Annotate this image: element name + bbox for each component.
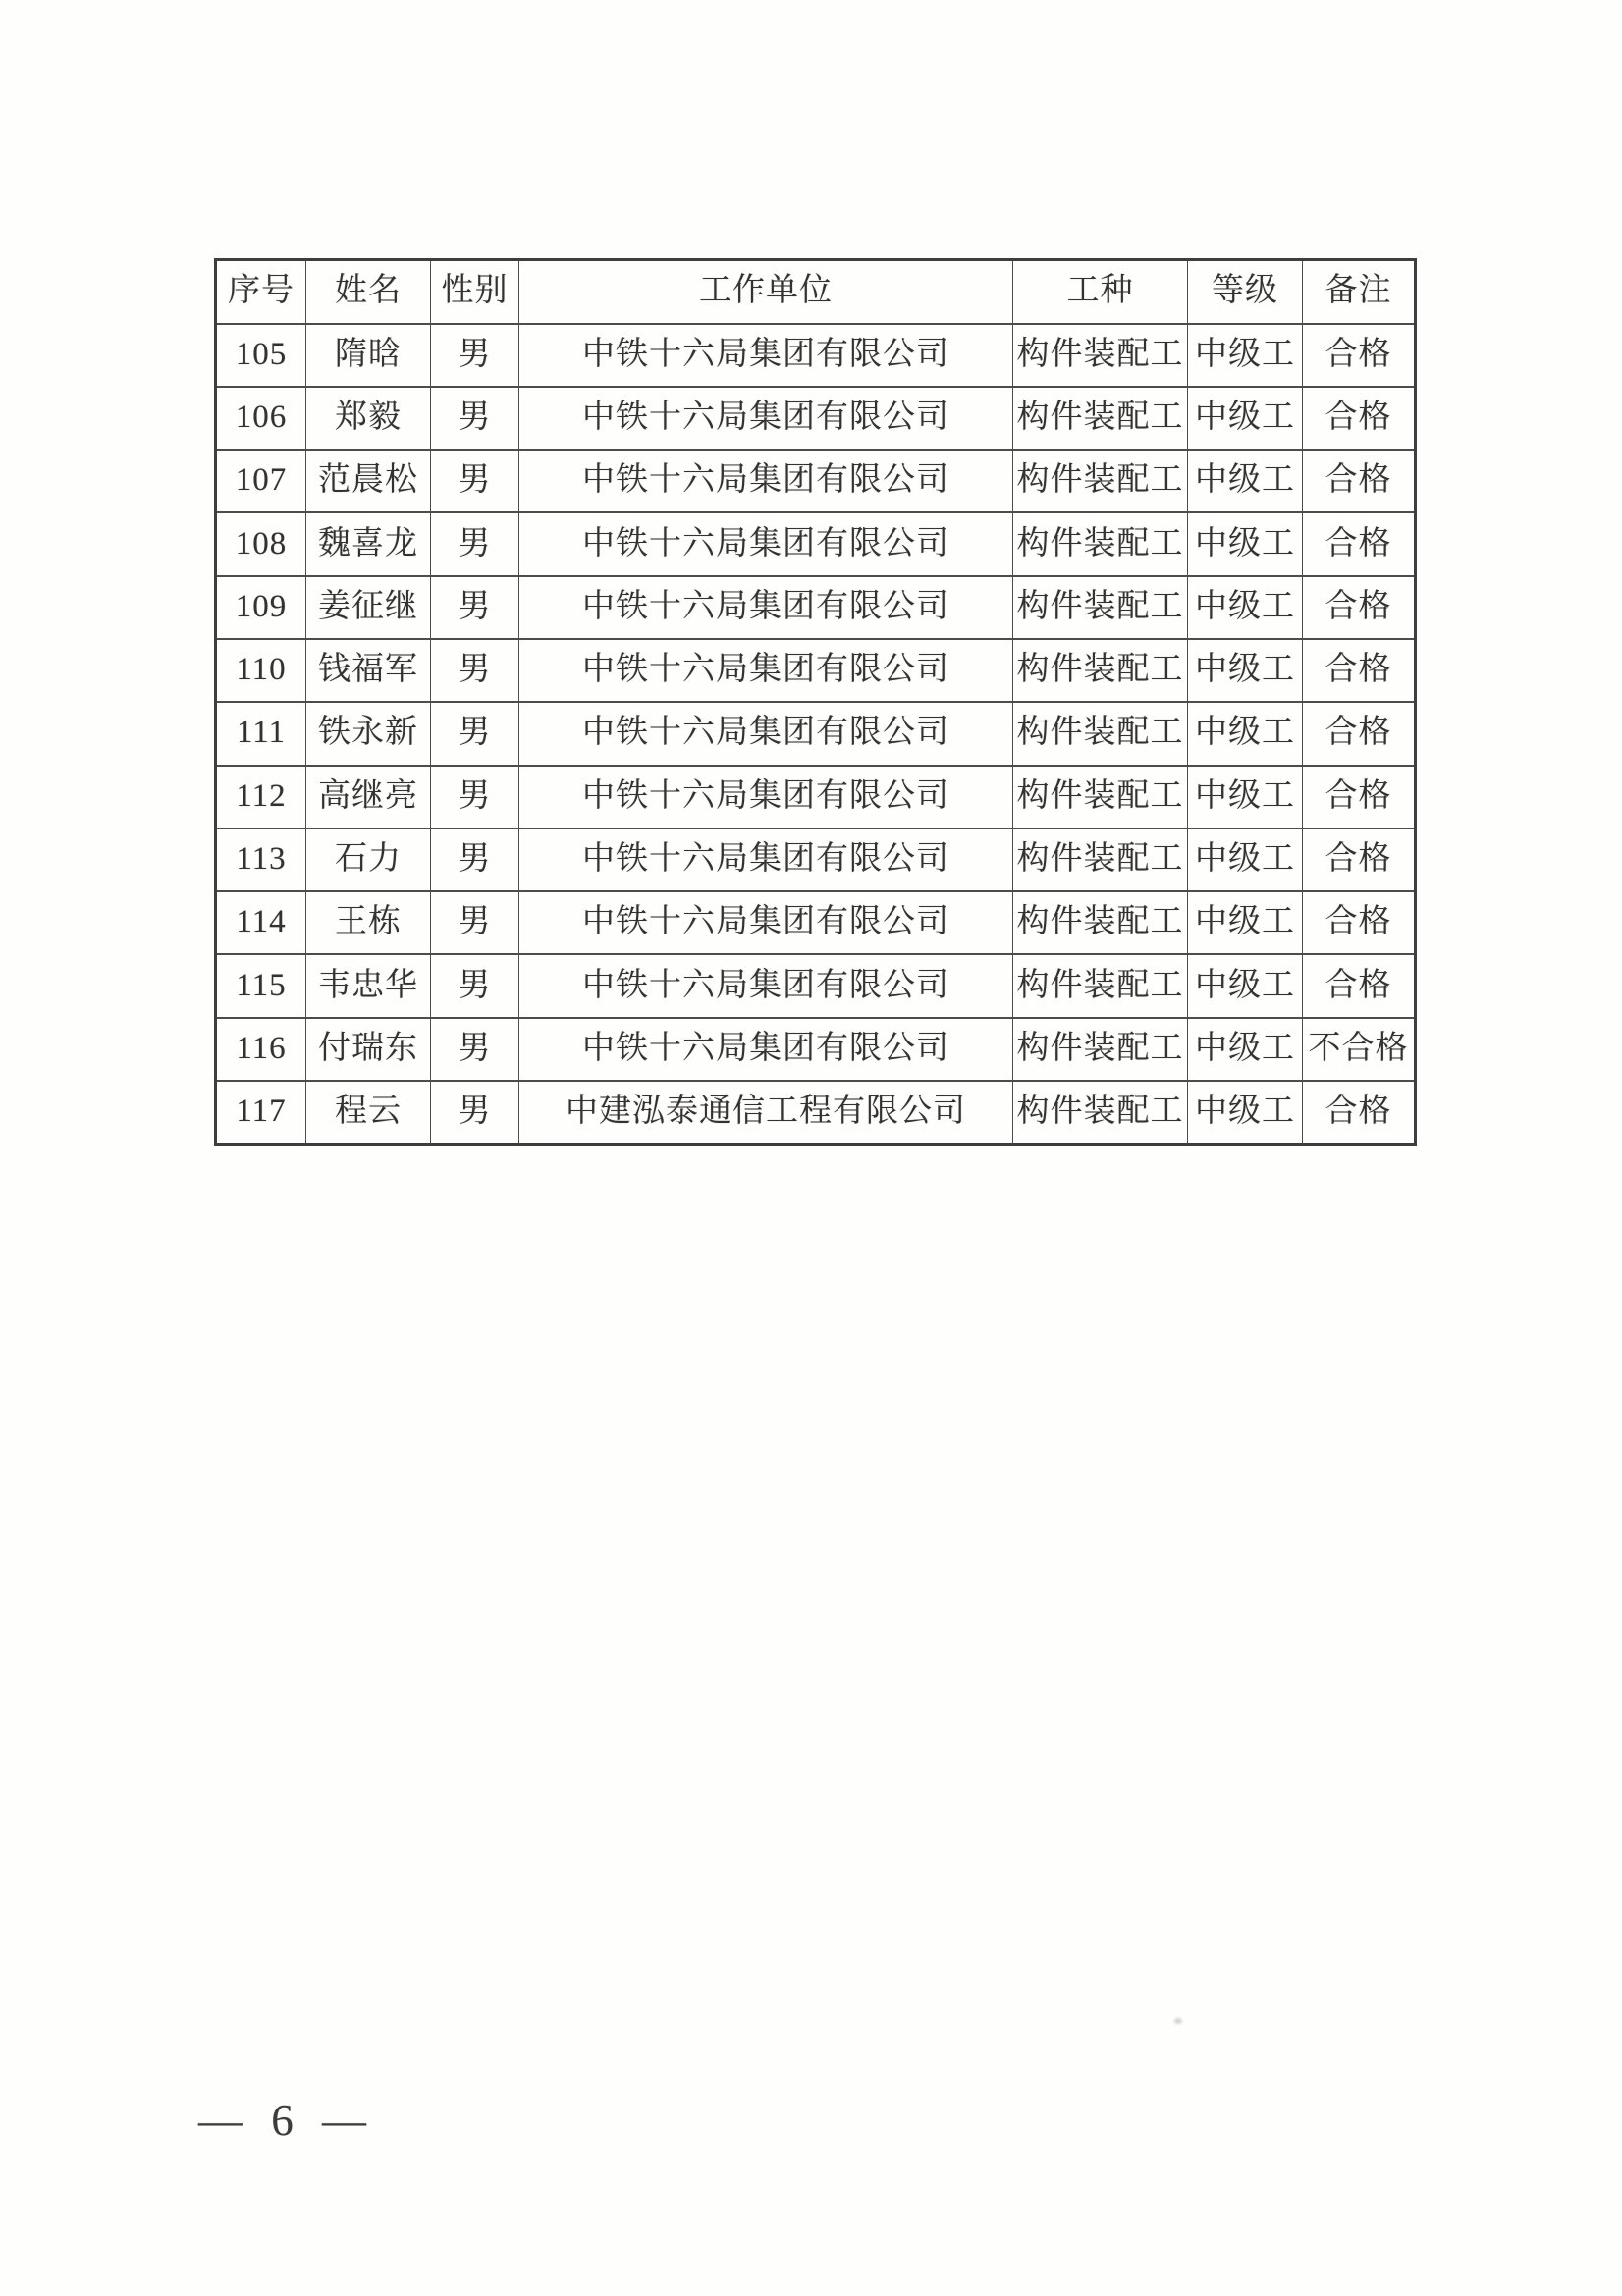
- page-number: — 6 —: [198, 2096, 369, 2145]
- cell-work-unit: 中铁十六局集团有限公司: [519, 387, 1013, 450]
- cell-work-unit: 中铁十六局集团有限公司: [519, 639, 1013, 702]
- cell-job-type: 构件装配工: [1013, 450, 1188, 512]
- cell-remark: 合格: [1303, 387, 1416, 450]
- table-row: [216, 702, 1416, 765]
- column-header-serial: 序号: [216, 260, 306, 324]
- cell-serial: 115: [216, 954, 306, 1017]
- cell-remark: 合格: [1303, 512, 1416, 575]
- table-row: [216, 1081, 1416, 1144]
- cell-remark: 合格: [1303, 576, 1416, 639]
- cell-name: 高继亮: [306, 766, 431, 828]
- table-row: [216, 576, 1416, 639]
- table-row: [216, 954, 1416, 1017]
- table-row: [216, 1018, 1416, 1081]
- cell-grade: 中级工: [1188, 1018, 1303, 1081]
- cell-grade: 中级工: [1188, 450, 1303, 512]
- cell-name: 隋晗: [306, 324, 431, 387]
- column-header-job-type: 工种: [1013, 260, 1188, 324]
- table-row: [216, 450, 1416, 512]
- cell-serial: 114: [216, 891, 306, 954]
- cell-remark: 合格: [1303, 828, 1416, 891]
- column-header-remark: 备注: [1303, 260, 1416, 324]
- cell-serial: 108: [216, 512, 306, 575]
- cell-work-unit: 中铁十六局集团有限公司: [519, 828, 1013, 891]
- cell-gender: 男: [431, 1081, 519, 1144]
- cell-gender: 男: [431, 828, 519, 891]
- table-row: [216, 387, 1416, 450]
- cell-job-type: 构件装配工: [1013, 387, 1188, 450]
- cell-name: 铁永新: [306, 702, 431, 765]
- cell-work-unit: 中铁十六局集团有限公司: [519, 1018, 1013, 1081]
- column-header-grade: 等级: [1188, 260, 1303, 324]
- cell-name: 王栋: [306, 891, 431, 954]
- table-row: [216, 639, 1416, 702]
- cell-serial: 109: [216, 576, 306, 639]
- roster-table: [214, 258, 1417, 1146]
- cell-grade: 中级工: [1188, 766, 1303, 828]
- cell-gender: 男: [431, 576, 519, 639]
- cell-grade: 中级工: [1188, 891, 1303, 954]
- cell-gender: 男: [431, 512, 519, 575]
- cell-job-type: 构件装配工: [1013, 702, 1188, 765]
- cell-remark: 不合格: [1303, 1018, 1416, 1081]
- cell-job-type: 构件装配工: [1013, 891, 1188, 954]
- cell-serial: 105: [216, 324, 306, 387]
- cell-serial: 107: [216, 450, 306, 512]
- cell-work-unit: 中铁十六局集团有限公司: [519, 954, 1013, 1017]
- cell-remark: 合格: [1303, 450, 1416, 512]
- cell-job-type: 构件装配工: [1013, 512, 1188, 575]
- cell-name: 钱福军: [306, 639, 431, 702]
- cell-gender: 男: [431, 324, 519, 387]
- cell-grade: 中级工: [1188, 512, 1303, 575]
- cell-serial: 116: [216, 1018, 306, 1081]
- table-row: [216, 512, 1416, 575]
- cell-job-type: 构件装配工: [1013, 324, 1188, 387]
- cell-work-unit: 中铁十六局集团有限公司: [519, 891, 1013, 954]
- cell-work-unit: 中铁十六局集团有限公司: [519, 576, 1013, 639]
- cell-job-type: 构件装配工: [1013, 639, 1188, 702]
- cell-serial: 106: [216, 387, 306, 450]
- cell-work-unit: 中铁十六局集团有限公司: [519, 450, 1013, 512]
- cell-name: 程云: [306, 1081, 431, 1144]
- table-row: [216, 828, 1416, 891]
- cell-job-type: 构件装配工: [1013, 828, 1188, 891]
- cell-grade: 中级工: [1188, 639, 1303, 702]
- column-header-gender: 性别: [431, 260, 519, 324]
- cell-gender: 男: [431, 639, 519, 702]
- cell-serial: 111: [216, 702, 306, 765]
- table-header-row: [216, 260, 1416, 324]
- cell-remark: 合格: [1303, 1081, 1416, 1144]
- column-header-work-unit: 工作单位: [519, 260, 1013, 324]
- table-row: [216, 891, 1416, 954]
- cell-job-type: 构件装配工: [1013, 1018, 1188, 1081]
- table-row: [216, 324, 1416, 387]
- cell-job-type: 构件装配工: [1013, 1081, 1188, 1144]
- cell-grade: 中级工: [1188, 576, 1303, 639]
- cell-gender: 男: [431, 387, 519, 450]
- cell-work-unit: 中铁十六局集团有限公司: [519, 324, 1013, 387]
- cell-gender: 男: [431, 702, 519, 765]
- cell-job-type: 构件装配工: [1013, 766, 1188, 828]
- column-header-name: 姓名: [306, 260, 431, 324]
- cell-gender: 男: [431, 891, 519, 954]
- cell-work-unit: 中建泓泰通信工程有限公司: [519, 1081, 1013, 1144]
- cell-remark: 合格: [1303, 954, 1416, 1017]
- cell-work-unit: 中铁十六局集团有限公司: [519, 512, 1013, 575]
- cell-gender: 男: [431, 954, 519, 1017]
- cell-job-type: 构件装配工: [1013, 576, 1188, 639]
- cell-grade: 中级工: [1188, 954, 1303, 1017]
- cell-grade: 中级工: [1188, 1081, 1303, 1144]
- cell-grade: 中级工: [1188, 324, 1303, 387]
- cell-remark: 合格: [1303, 891, 1416, 954]
- table-row: [216, 766, 1416, 828]
- cell-grade: 中级工: [1188, 702, 1303, 765]
- cell-remark: 合格: [1303, 766, 1416, 828]
- cell-serial: 110: [216, 639, 306, 702]
- cell-grade: 中级工: [1188, 828, 1303, 891]
- cell-name: 石力: [306, 828, 431, 891]
- cell-gender: 男: [431, 1018, 519, 1081]
- cell-name: 韦忠华: [306, 954, 431, 1017]
- cell-remark: 合格: [1303, 702, 1416, 765]
- cell-name: 范晨松: [306, 450, 431, 512]
- scan-artifact-dot: [1174, 2018, 1182, 2024]
- cell-name: 郑毅: [306, 387, 431, 450]
- cell-name: 魏喜龙: [306, 512, 431, 575]
- cell-work-unit: 中铁十六局集团有限公司: [519, 702, 1013, 765]
- cell-gender: 男: [431, 450, 519, 512]
- cell-serial: 112: [216, 766, 306, 828]
- cell-remark: 合格: [1303, 639, 1416, 702]
- cell-remark: 合格: [1303, 324, 1416, 387]
- table-body: [216, 324, 1416, 1145]
- cell-work-unit: 中铁十六局集团有限公司: [519, 766, 1013, 828]
- cell-name: 付瑞东: [306, 1018, 431, 1081]
- cell-gender: 男: [431, 766, 519, 828]
- cell-serial: 117: [216, 1081, 306, 1144]
- cell-name: 姜征继: [306, 576, 431, 639]
- cell-grade: 中级工: [1188, 387, 1303, 450]
- cell-job-type: 构件装配工: [1013, 954, 1188, 1017]
- cell-serial: 113: [216, 828, 306, 891]
